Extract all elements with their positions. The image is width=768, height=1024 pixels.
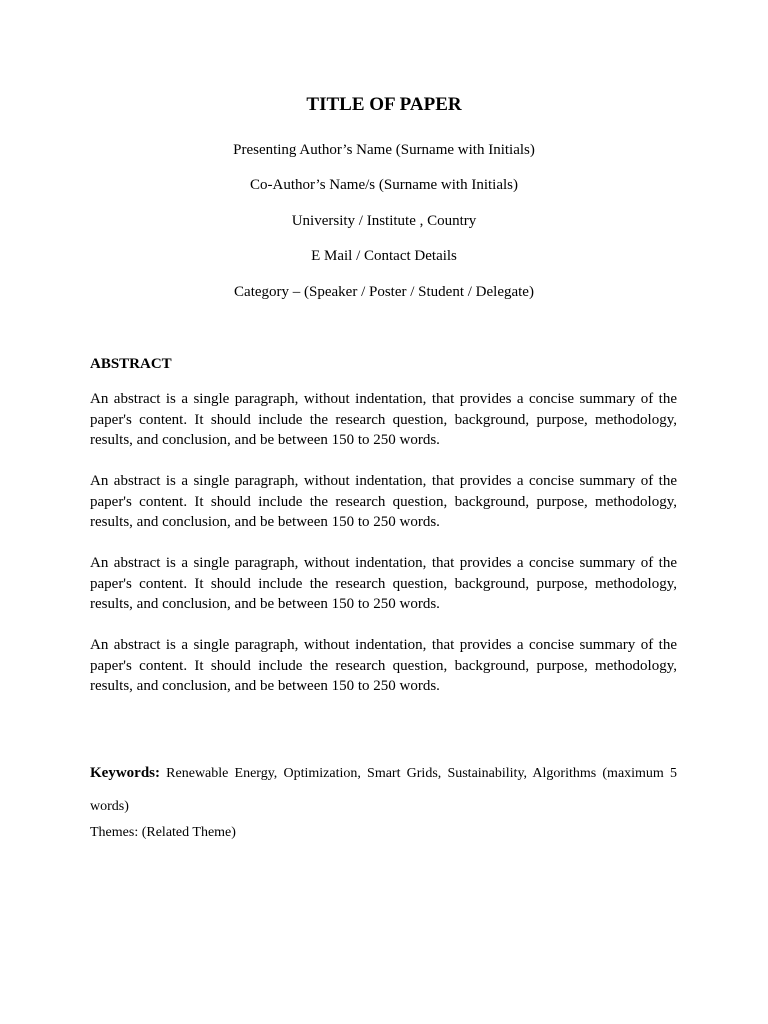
keywords-line xyxy=(90,757,677,823)
abstract-paragraph: An abstract is a single paragraph, without indentation, that provides a concise summary of the paper's content. It should include the research question, background, purpose, methodology, results, and conclusion, and be between 150 to 250 words. xyxy=(90,391,677,448)
abstract-paragraph: An abstract is a single paragraph, without indentation, that provides a concise summary of the paper's content. It should include the research question, background, purpose, methodology, results, and conclusion, and be between 150 to 250 words. xyxy=(90,473,677,530)
keywords-text: Renewable Energy, Optimization, Smart Grids, Sustainability, Algorithms (maximum 5 words) xyxy=(90,766,677,814)
category-line: Category – (Speaker / Poster / Student / Delegate) xyxy=(234,284,534,300)
themes-text: : (Related Theme) xyxy=(134,825,236,840)
abstract-paragraph: An abstract is a single paragraph, without indentation, that provides a concise summary of the paper's content. It should include the research question, background, purpose, methodology, results, and conclusion, and be between 150 to 250 words. xyxy=(90,555,677,612)
themes-label: Themes xyxy=(90,825,135,840)
paper-title: TITLE OF PAPER xyxy=(306,94,462,115)
keywords-label: Keywords: xyxy=(90,765,160,781)
co-authors: Co-Author’s Name/s (Surname with Initials) xyxy=(249,177,518,193)
affiliation: University / Institute , Country xyxy=(291,213,477,229)
presenting-author: Presenting Author’s Name (Surname with Initials) xyxy=(233,142,535,158)
abstract-heading: ABSTRACT xyxy=(90,356,172,372)
themes-line xyxy=(90,823,236,843)
contact-details: E Mail / Contact Details xyxy=(311,248,457,264)
abstract-paragraph: An abstract is a single paragraph, without indentation, that provides a concise summary of the paper's content. It should include the research question, background, purpose, methodology, results, and conclusion, and be between 150 to 250 words. xyxy=(90,637,677,694)
